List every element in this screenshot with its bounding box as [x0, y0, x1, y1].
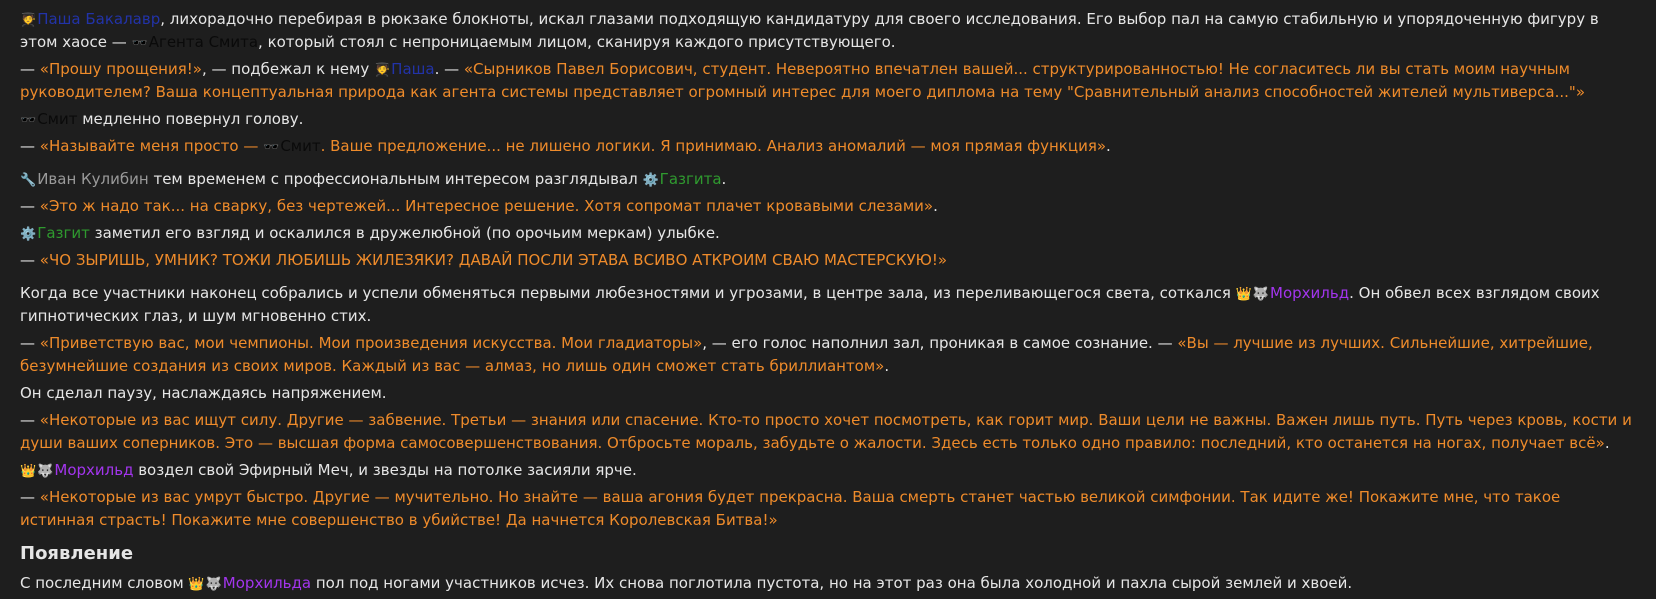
character-name: Паша	[391, 60, 435, 78]
story-paragraph	[20, 486, 1636, 532]
student-icon: 🧑‍🎓	[373, 63, 391, 78]
story-paragraph	[20, 459, 1636, 482]
crown-icon: 👑	[1235, 287, 1252, 302]
section-body	[20, 572, 1636, 595]
narration-text: .	[884, 357, 890, 375]
story-paragraph	[20, 135, 1636, 158]
story-paragraph	[20, 108, 1636, 131]
character-name: Смит	[37, 110, 78, 128]
story-paragraph	[20, 58, 1636, 104]
story-paragraph	[20, 195, 1636, 218]
character-name: Морхильд	[54, 461, 134, 479]
character-name: Газгит	[37, 224, 90, 242]
dialogue-quote: «ЧО ЗЫРИШЬ, УМНИК? ТОЖИ ЛЮБИШЬ ЖИЛЕЗЯКИ? ДАВАЙ ПОСЛИ ЭТАВА ВСИВО АТКРОИМ СВАЮ МАСТЕРСКУЮ!»	[39, 251, 948, 269]
narration-text: .	[933, 197, 938, 215]
narration-text: С последним словом	[20, 574, 189, 592]
narration-text: , который стоял с непроницаемым лицом, сканируя каждого присутствующего.	[258, 33, 896, 51]
narration-text: —	[20, 488, 40, 506]
character-name: Агента Смита	[148, 33, 259, 51]
dialogue-quote: «Вы — лучшие из лучших. Сильнейшие, хитрейшие, безумнейшие создания из своих миров. Каждый из вас — алмаз, но лишь один сможет стать бриллиантом»	[20, 334, 1593, 375]
sunglasses-icon: 🕶️	[20, 113, 37, 128]
character-name: Иван Кулибин	[37, 170, 149, 188]
narration-text: , — его голос наполнил зал, проникая в самое сознание. —	[702, 334, 1178, 352]
narration-text: медленно повернул голову.	[77, 110, 304, 128]
narration-text: .	[1604, 434, 1610, 452]
section-heading: Появление	[20, 543, 134, 564]
gear-icon: ⚙️	[20, 227, 37, 242]
student-icon: 🧑‍🎓	[20, 13, 37, 28]
story-paragraph	[20, 168, 1636, 191]
crown-icon: 👑	[188, 577, 205, 592]
story-paragraph	[20, 332, 1636, 378]
narration-text: .	[721, 170, 727, 188]
narration-text: —	[20, 197, 40, 215]
wolf-icon: 🐺	[1252, 287, 1270, 302]
narration-text: . Он обвел всех взглядом своих гипнотических глаз, и шум мгновенно стих.	[20, 284, 1600, 325]
dialogue-quote: . Ваше предложение... не лишено логики. Я принимаю. Анализ аномалий — моя прямая функция»	[320, 137, 1107, 155]
wolf-icon: 🐺	[37, 464, 54, 479]
sunglasses-icon: 🕶️	[263, 140, 280, 155]
sunglasses-icon: 🕶️	[131, 36, 148, 51]
dialogue-quote: «Это ж надо так... на сварку, без чертежей... Интересное решение. Хотя сопромат плачет кровавыми слезами»	[39, 197, 934, 215]
story-paragraph	[20, 249, 1636, 272]
story-paragraph	[20, 382, 1636, 405]
narration-text: заметил его взгляд и оскалился в дружелюбной (по орочьим меркам) улыбке.	[89, 224, 720, 242]
narration-text: тем временем с профессиональным интересом разглядывал	[148, 170, 643, 188]
dialogue-quote: «Некоторые из вас ищут силу. Другие — забвение. Третьи — знания или спасение. Кто-то просто хочет посмотреть, как горит мир. Ваши цели не важны. Важен лишь путь. Путь через кровь, кости и души ваших соперников. Это — высшая форма самосовершенствования. Отбросьте мораль, забудьте о жалости. Здесь есть только одно правило: последний, кто останется на ногах, получает всё»	[20, 411, 1632, 452]
story-paragraph	[20, 222, 1636, 245]
character-name: Газгита	[659, 170, 722, 188]
narration-text: —	[20, 251, 40, 269]
narration-text: . —	[434, 60, 464, 78]
narration-text: —	[20, 60, 40, 78]
character-name: Паша Бакалавр	[37, 10, 161, 28]
crown-icon: 👑	[20, 464, 37, 479]
character-name: Морхильд	[1270, 284, 1350, 302]
story-paragraph	[20, 282, 1636, 328]
narration-text: —	[20, 137, 40, 155]
narration-text: —	[20, 411, 40, 429]
character-name: Смит	[280, 137, 321, 155]
character-name: Морхильда	[222, 574, 312, 592]
narration-text: —	[20, 334, 40, 352]
story-paragraphs	[20, 8, 1636, 532]
narration-text: пол под ногами участников исчез. Их снова поглотила пустота, но на этот раз она была холодной и пахла сырой землей и хвоей.	[311, 574, 1353, 592]
narration-text: , — подбежал к нему	[201, 60, 374, 78]
dialogue-quote: «Некоторые из вас умрут быстро. Другие — мучительно. Но знайте — ваша агония будет прекрасна. Ваша смерть станет частью великой симфонии. Так идите же! Покажите мне, что такое истинная страсть! Покажите мне совершенство в убийстве! Да начнется Королевская Битва!»	[20, 488, 1561, 529]
dialogue-quote: «Прошу прощения!»	[39, 60, 202, 78]
narration-text: Он сделал паузу, наслаждаясь напряжением.	[20, 384, 387, 402]
story-document	[20, 8, 1636, 599]
dialogue-quote: «Приветствую вас, мои чемпионы. Мои произведения искусства. Мои гладиаторы»	[39, 334, 703, 352]
gear-icon: ⚙️	[642, 173, 659, 188]
wolf-icon: 🐺	[205, 577, 222, 592]
narration-text: , лихорадочно перебирая в рюкзаке блокноты, искал глазами подходящую кандидатуру для своего исследования. Его выбор пал на самую стабильную и упорядоченную фигуру в этом хаосе —	[20, 10, 1599, 51]
dialogue-quote: «Называйте меня просто —	[39, 137, 264, 155]
narration-text: воздел свой Эфирный Меч, и звезды на потолке засияли ярче.	[133, 461, 637, 479]
narration-text: .	[1106, 137, 1111, 155]
story-paragraph	[20, 572, 1636, 595]
story-paragraph	[20, 8, 1636, 54]
narration-text: Когда все участники наконец собрались и успели обменяться первыми любезностями и угрозами, в центре зала, из переливающегося света, соткался	[20, 284, 1236, 302]
story-paragraph	[20, 409, 1636, 455]
dialogue-quote: «Сырников Павел Борисович, студент. Невероятно впечатлен вашей... структурированностью! Не согласитесь ли вы стать моим научным руководителем? Ваша концептуальная природа как агента системы представляет огромный интерес для моего диплома на тему "Сравнительный анализ способностей жителей мультиверса..."»	[20, 60, 1586, 101]
wrench-icon: 🔧	[20, 173, 37, 188]
